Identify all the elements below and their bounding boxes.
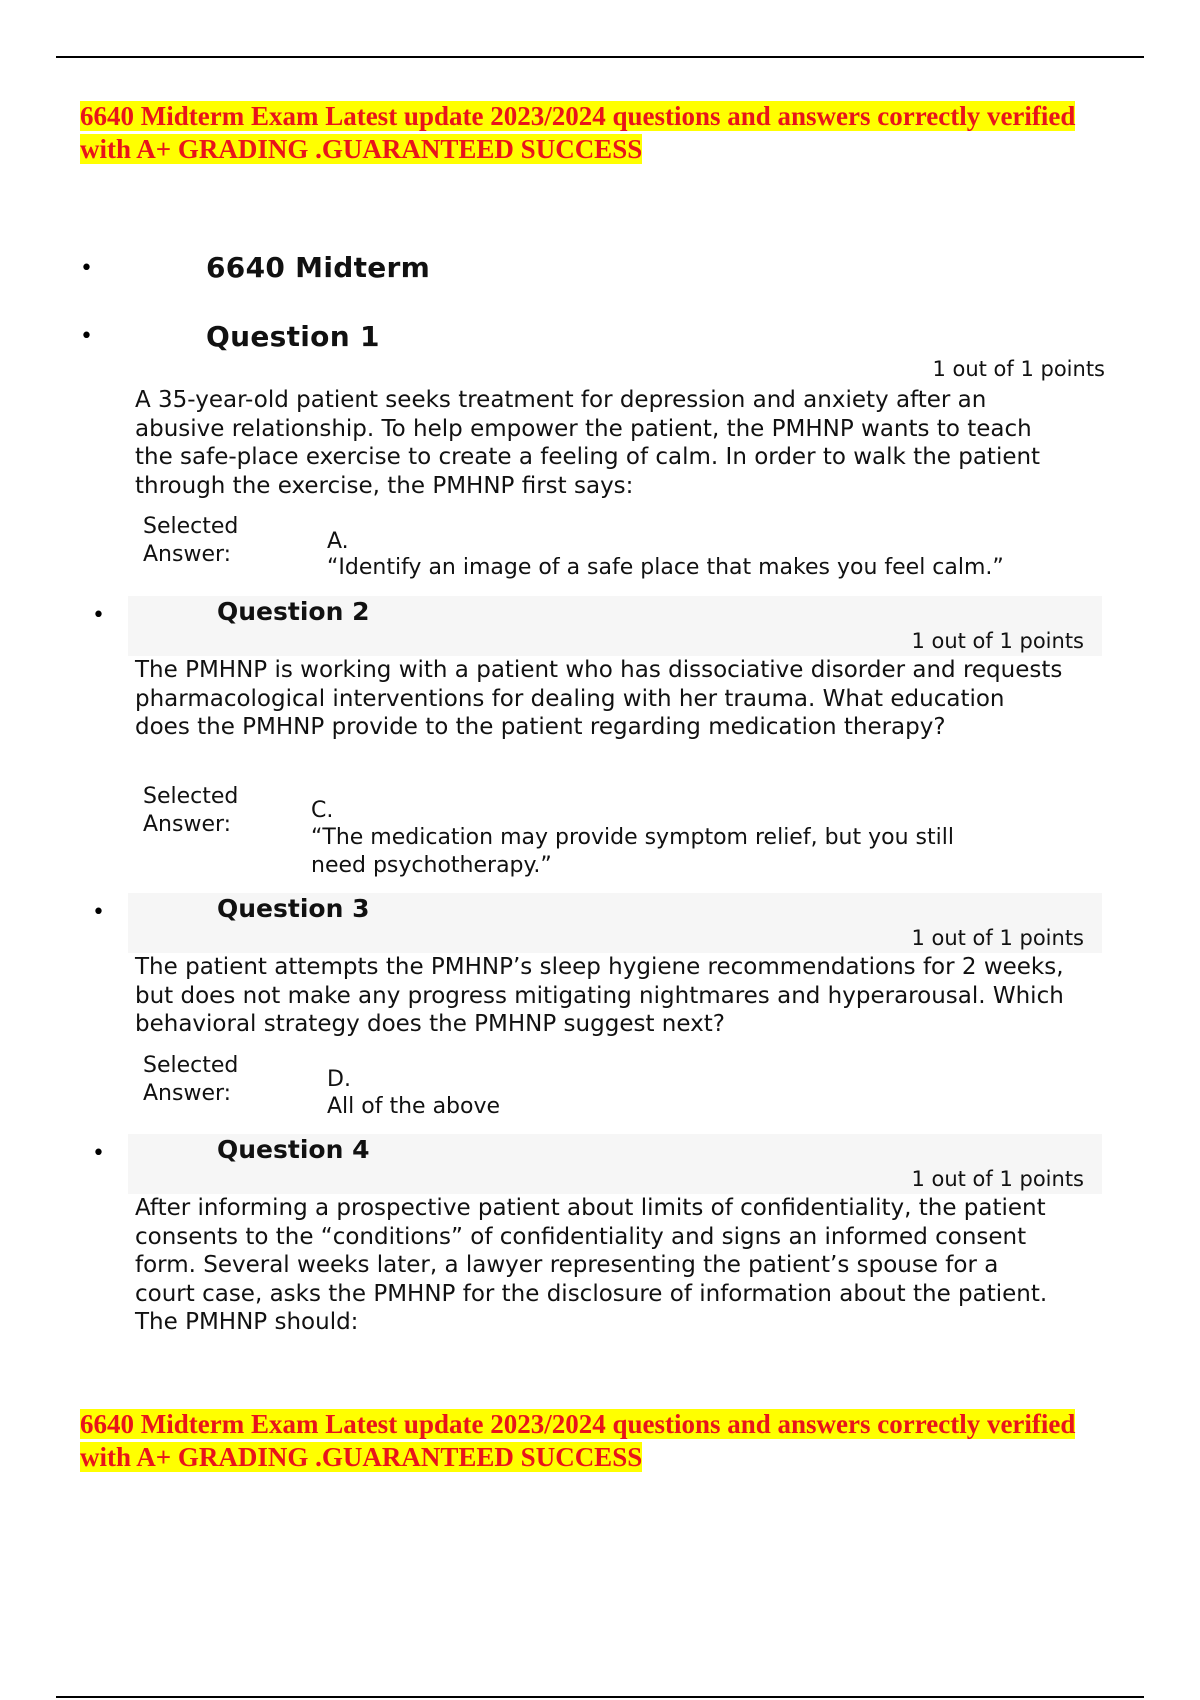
question-1-title: Question 1 [206, 320, 380, 353]
bullet-marker: • [80, 324, 93, 349]
question-3-answer-letter: D. [327, 1067, 351, 1092]
banner-line-2: with A+ GRADING .GUARANTEED SUCCESS [80, 134, 643, 164]
bullet-marker: • [92, 900, 105, 925]
header-banner [80, 100, 1120, 166]
question-2-answer-text: “The medication may provide symptom relief, but you still need psychotherapy.” [311, 825, 954, 878]
question-1-answer-text: “Identify an image of a safe place that makes you feel calm.” [327, 555, 1004, 580]
question-2-answer-letter: C. [311, 798, 334, 823]
question-2-selected-label: Selected Answer: [143, 784, 239, 837]
question-1-selected-label: Selected Answer: [143, 514, 239, 567]
question-2-text: The PMHNP is working with a patient who has dissociative disorder and requests pharmacological interventions for dealing with her trauma. What education does the PMHNP provide to the patient regarding medication therapy? [135, 657, 1063, 740]
bottom-rule [56, 1696, 1144, 1698]
footer-banner [80, 1408, 1120, 1474]
question-1-points: 1 out of 1 points [932, 357, 1105, 381]
question-3-title: Question 3 [217, 894, 370, 923]
question-1-answer-letter: A. [327, 529, 349, 554]
section-title: 6640 Midterm [206, 251, 431, 284]
question-3-selected-label: Selected Answer: [143, 1053, 239, 1106]
bullet-marker: • [92, 1141, 105, 1166]
question-3-text: The patient attempts the PMHNP’s sleep hygiene recommendations for 2 weeks, but does not make any progress mitigating nightmares and hyperarousal. Which behavioral strategy does the PMHNP suggest next? [135, 954, 1064, 1037]
question-3-answer-text: All of the above [327, 1094, 501, 1119]
banner-line-1: 6640 Midterm Exam Latest update 2023/2024 questions and answers correctly verified [80, 101, 1076, 131]
top-rule [56, 56, 1144, 58]
question-4-title: Question 4 [217, 1135, 370, 1164]
banner-line-1: 6640 Midterm Exam Latest update 2023/2024 questions and answers correctly verified [80, 1409, 1076, 1439]
question-2-title: Question 2 [217, 597, 370, 626]
question-2-points: 1 out of 1 points [911, 629, 1084, 653]
bullet-marker: • [92, 603, 105, 628]
question-4-text: After informing a prospective patient about limits of confidentiality, the patient consents to the “conditions” of confidentiality and signs an informed consent form. Several weeks later, a lawyer representing the patient’s spouse for a court case, asks the PMHNP for the disclosure of information about the patient. The PMHNP should: [135, 1195, 1048, 1335]
bullet-marker: • [80, 256, 93, 281]
banner-line-2: with A+ GRADING .GUARANTEED SUCCESS [80, 1442, 643, 1472]
question-4-points: 1 out of 1 points [911, 1167, 1084, 1191]
question-3-points: 1 out of 1 points [911, 926, 1084, 950]
question-1-text: A 35-year-old patient seeks treatment for depression and anxiety after an abusive relationship. To help empower the patient, the PMHNP wants to teach the safe-place exercise to create a feeling of calm. In order to walk the patient through the exercise, the PMHNP first says: [135, 387, 1041, 499]
